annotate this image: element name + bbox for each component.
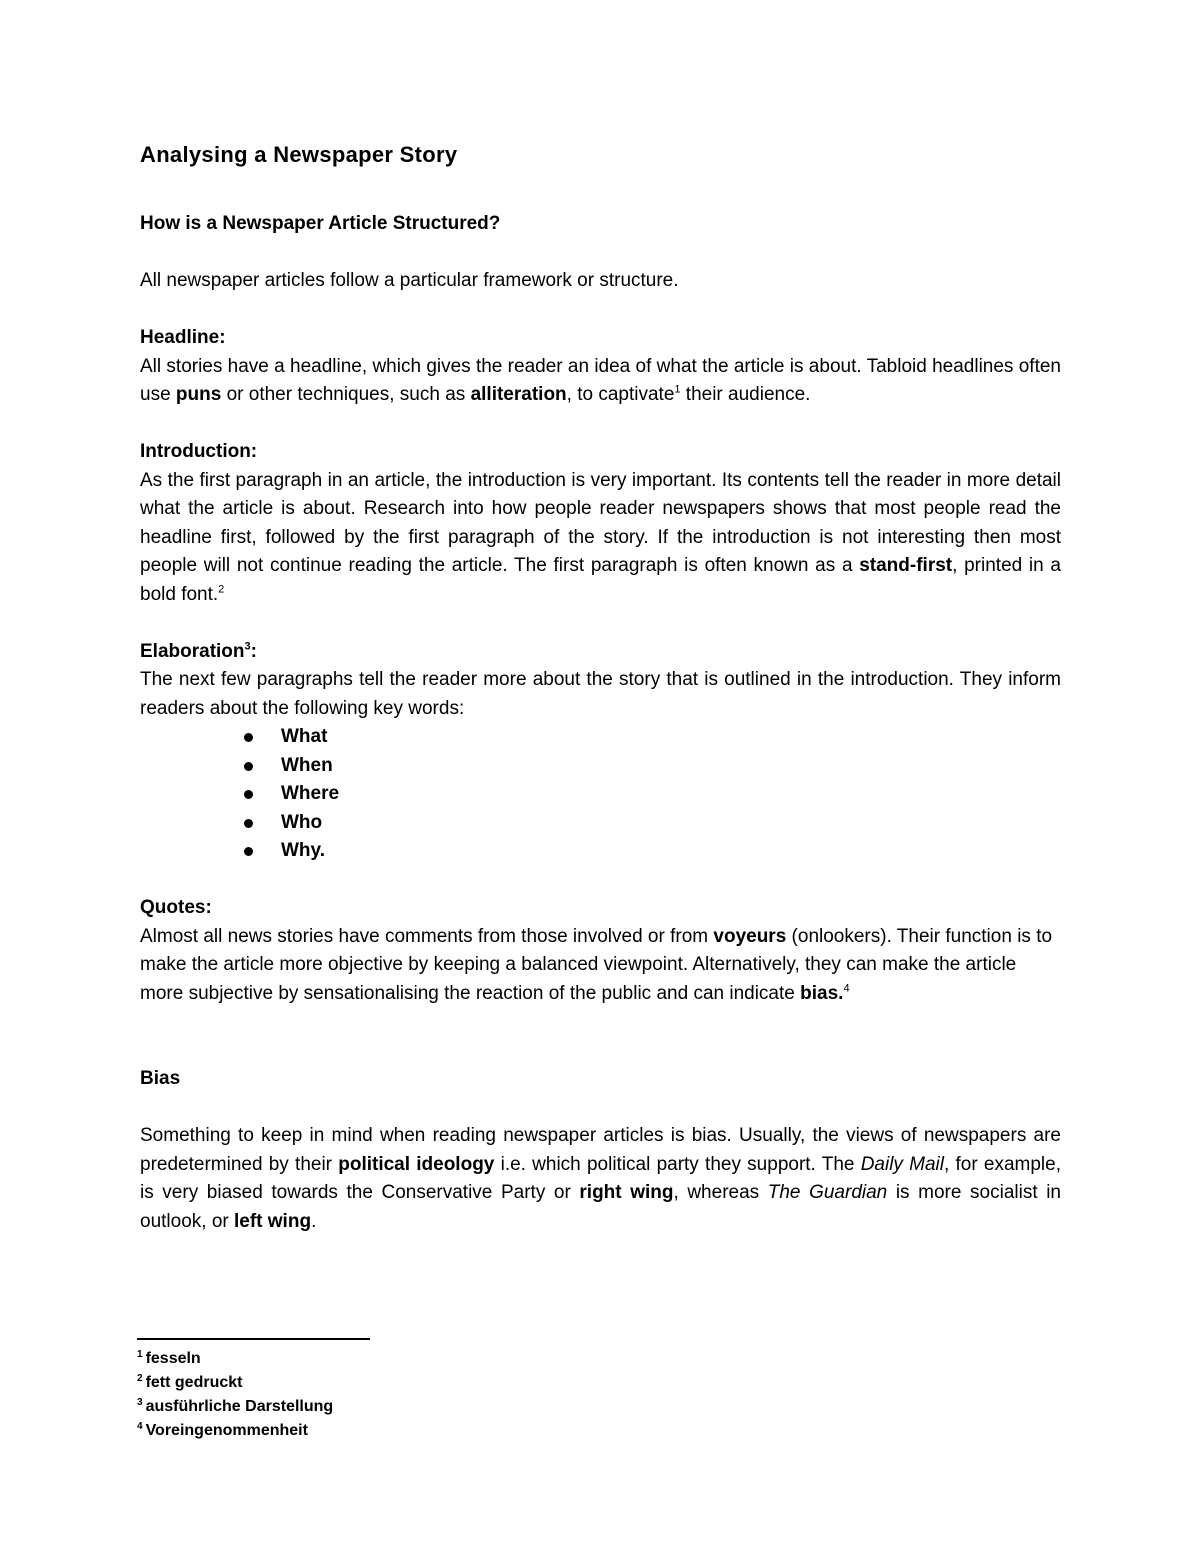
- quotes-heading: Quotes:: [140, 897, 212, 918]
- term-left-wing: left wing: [234, 1210, 312, 1232]
- footnote-separator: [137, 1338, 370, 1340]
- bullet-icon: [244, 847, 253, 856]
- bullet-icon: [244, 819, 253, 828]
- document-body: [140, 210, 1061, 1236]
- introduction-heading: Introduction:: [140, 441, 258, 462]
- footnote-ref-1: 1: [674, 383, 681, 396]
- keywords-list: [140, 723, 1061, 866]
- list-item: Who: [240, 809, 1061, 838]
- list-item: When: [240, 752, 1061, 781]
- section-subtitle: How is a Newspaper Article Structured?: [140, 213, 501, 234]
- term-the-guardian: The Guardian: [767, 1182, 888, 1203]
- footnote-ref-2: 2: [218, 583, 225, 596]
- term-daily-mail: Daily Mail: [860, 1153, 944, 1175]
- footnote-ref-4: 4: [843, 982, 850, 995]
- headline-paragraph: All stories have a headline, which gives the reader an idea of what the article is about. Tabloid headlines often use puns or other techniques, such as alliteration, to captivate$^1$ their audience.: [140, 355, 1061, 405]
- list-item: What: [240, 723, 1061, 752]
- intro-paragraph: All newspaper articles follow a particular framework or structure.: [140, 270, 679, 291]
- elaboration-heading: Elaboration$^3$:: [140, 640, 257, 662]
- elaboration-paragraph: The next few paragraphs tell the reader more about the story that is outlined in the introduction. They inform readers about the following key words:: [140, 669, 1061, 719]
- term-puns: puns: [175, 384, 222, 405]
- footnotes: [137, 1347, 333, 1443]
- footnote-item: $^1$ fesseln: [137, 1348, 201, 1367]
- list-item: Where: [240, 780, 1061, 809]
- term-voyeurs: voyeurs: [713, 925, 787, 947]
- bias-paragraph: Something to keep in mind when reading newspaper articles is bias. Usually, the views of newspapers are predetermined by their political ideology i.e. which political party they support. The Daily Mail, for example, is very biased towards the Conservative Party or right wing, whereas The Guardian is more socialist in outlook, or left wing.: [140, 1125, 1061, 1232]
- term-stand-first: stand-first: [859, 555, 953, 576]
- bullet-icon: [244, 762, 253, 771]
- term-political-ideology: political ideology: [338, 1153, 495, 1175]
- bullet-icon: [244, 790, 253, 799]
- bias-heading: Bias: [140, 1068, 181, 1089]
- bullet-icon: [244, 733, 253, 742]
- headline-heading: Headline:: [140, 327, 226, 348]
- introduction-paragraph: As the first paragraph in an article, the introduction is very important. Its contents tell the reader in more detail what the article is about. Research into how people reader newspapers shows that most people read the headline first, followed by the first paragraph of the story. If the introduction is not interesting then most people will not continue reading the article. The first paragraph is often known as a stand-first, printed in a bold font.$^2$: [140, 469, 1061, 605]
- quotes-paragraph: Almost all news stories have comments from those involved or from voyeurs (onlookers). Their function is to make the article more objective by keeping a balanced viewpoint. Alternatively, they can make the article more subjective by sensationalising the reaction of the public and can indicate bias.$^4$: [140, 925, 1053, 1004]
- term-alliteration: alliteration: [470, 384, 567, 405]
- footnote-item: $^4$ Voreingenommenheit: [137, 1420, 308, 1439]
- footnote-ref-3: 3: [244, 640, 251, 653]
- footnote-item: $^3$ ausführliche Darstellung: [137, 1396, 334, 1415]
- term-right-wing: right wing: [579, 1182, 674, 1203]
- page-title: Analysing a Newspaper Story: [140, 142, 458, 167]
- footnote-item: $^2$ fett gedruckt: [137, 1372, 243, 1391]
- list-item: Why.: [240, 837, 1061, 866]
- term-bias: bias.: [800, 982, 844, 1004]
